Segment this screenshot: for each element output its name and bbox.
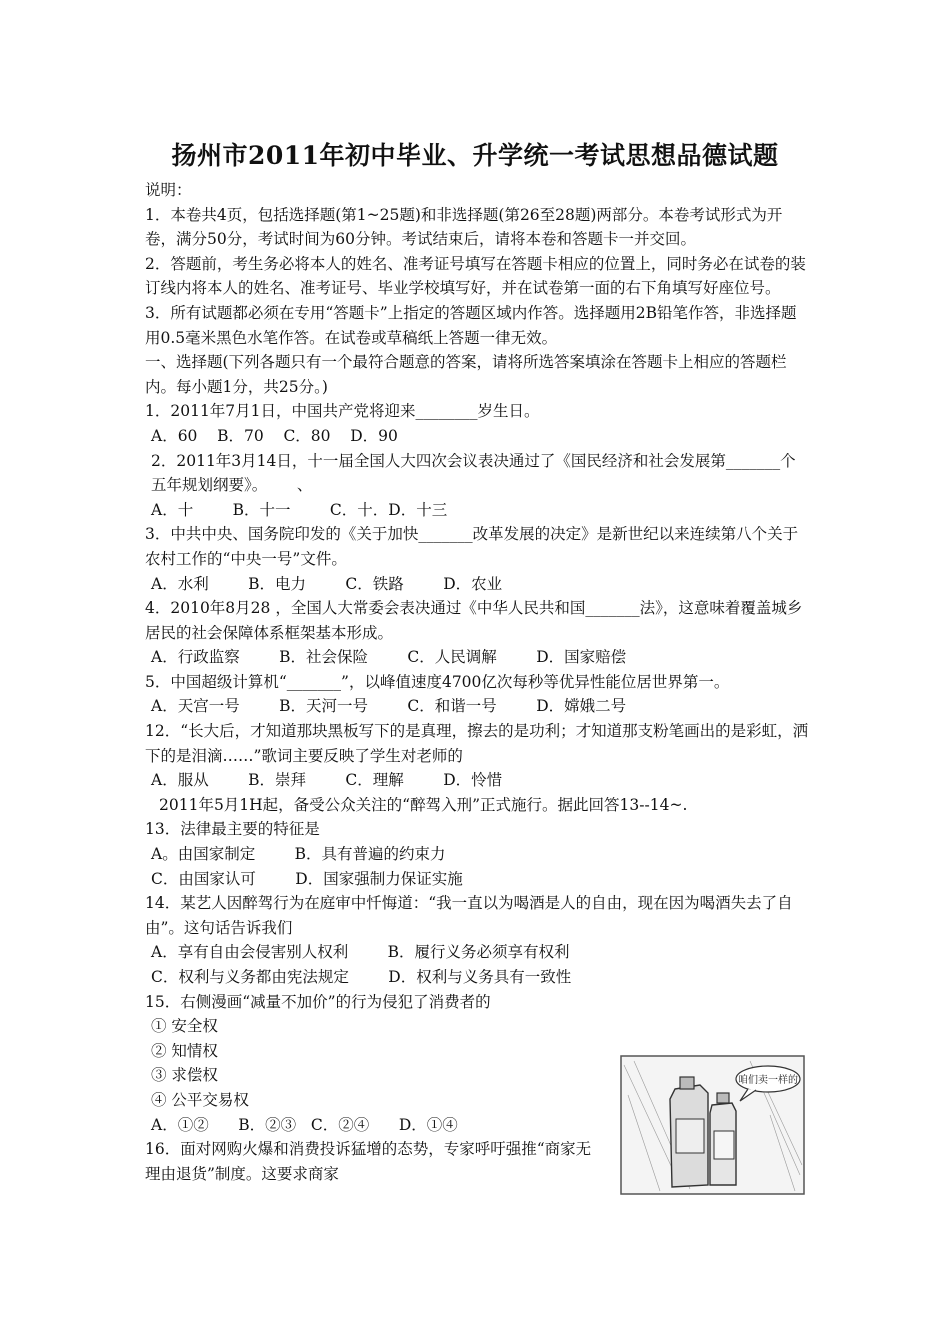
question-options: C．权利与义务都由宪法规定 D．权利与义务具有一致性	[151, 968, 572, 986]
question-stem: 3．中共中央、国务院印发的《关于加快_______改革发展的决定》是新世纪以来连续第八个关于农村工作的“中央一号”文件。	[145, 525, 799, 568]
list-item: ① 安全权	[151, 1017, 218, 1036]
list-item: ③ 求偿权	[151, 1066, 218, 1085]
question-stem: 4．2010年8月28 ，全国人大常委会表决通过《中华人民共和国_______法》，这意味着覆盖城乡居民的社会保障体系框架基本形成。	[145, 599, 803, 642]
document-body	[145, 178, 810, 1186]
question-options: A．60 B．70 C．80 D．90	[151, 426, 398, 445]
question-options: A．享有自由会侵害别人权利 B．履行义务必须享有权利	[151, 943, 570, 962]
list-item: ② 知情权	[151, 1041, 218, 1060]
question-options: A。由国家制定 B．具有普遍的约束力	[151, 845, 446, 864]
instruction-item: 2．答题前，考生务必将本人的姓名、准考证号填写在答题卡相应的位置上，同时务必在试卷的装订线内将本人的姓名、准考证号、毕业学校填写好，并在试卷第一面的右下角填写好座位号。	[145, 254, 806, 298]
question-stem: 1．2011年7月1日，中国共产党将迎来________岁生日。	[145, 402, 540, 421]
cartoon-image	[620, 1055, 805, 1195]
instruction-item: 3．所有试题都必须在专用“答题卡”上指定的答题区域内作答。选择题用2B铅笔作答，非选择题用0.5毫米黑色水笔作答。在试卷或草稿纸上答题一律无效。	[145, 303, 797, 347]
question-options: A．①② B．②③ C．②④ D．①④	[151, 1115, 458, 1134]
instructions-heading: 说明：	[145, 181, 192, 199]
page-title: 扬州市2011年初中毕业、升学统一考试思想品德试题	[171, 141, 779, 170]
speech-bubble-text: 咱们卖一样的	[738, 1075, 798, 1086]
question-options: A．天宫一号 B．天河一号 C．和谐一号 D．嫦娥二号	[151, 697, 627, 716]
question-stem: 14．某艺人因醉驾行为在庭审中忏悔道：“我一直以为喝酒是人的自由，现在因为喝酒失去了自由”。这句话告诉我们	[145, 894, 793, 937]
material-text: 2011年5月1H起，备受公众关注的“醉驾入刑”正式施行。据此回答13--14~.	[159, 795, 688, 814]
question-options: C．由国家认可 D．国家强制力保证实施	[151, 869, 463, 888]
question-options: A．行政监察 B．社会保险 C．人民调解 D．国家赔偿	[151, 648, 627, 667]
question-stem: 2．2011年3月14日，十一届全国人大四次会议表决通过了《国民经济和社会发展第_______个五年规划纲要》。 、	[151, 451, 796, 495]
list-item: ④ 公平交易权	[151, 1090, 249, 1109]
question-stem: 16．面对网购火爆和消费投诉猛增的态势，专家呼吁强推“商家无理由退货”制度。这要求商家	[145, 1140, 592, 1183]
question-stem: 5．中国超级计算机“_______”，以峰值速度4700亿次每秒等优异性能位居世界第一。	[145, 672, 730, 691]
question-options: A．服从 B．崇拜 C．理解 D．怜惜	[151, 771, 503, 790]
question-options: A．十 B．十一 C．十．D．十三	[151, 500, 448, 519]
question-stem: 13．法律最主要的特征是	[145, 820, 320, 839]
question-stem: 12．“长大后，才知道那块黑板写下的是真理，擦去的是功利；才知道那支粉笔画出的是彩虹，洒下的是泪滴……”歌词主要反映了学生对老师的	[145, 722, 809, 765]
question-options: A．水利 B．电力 C．铁路 D．农业	[151, 574, 503, 593]
section-heading: 一、选择题(下列各题只有一个最符合题意的答案，请将所选答案填涂在答题卡上相应的答题栏内。每小题1分，共25分。)	[145, 353, 787, 396]
question-stem: 15．右侧漫画“减量不加价”的行为侵犯了消费者的	[145, 992, 491, 1011]
instruction-item: 1．本卷共4页，包括选择题(第1~25题)和非选择题(第26至28题)两部分。本卷考试形式为开卷，满分50分，考试时间为60分钟。考试结束后，请将本卷和答题卡一并交回。	[145, 205, 783, 249]
